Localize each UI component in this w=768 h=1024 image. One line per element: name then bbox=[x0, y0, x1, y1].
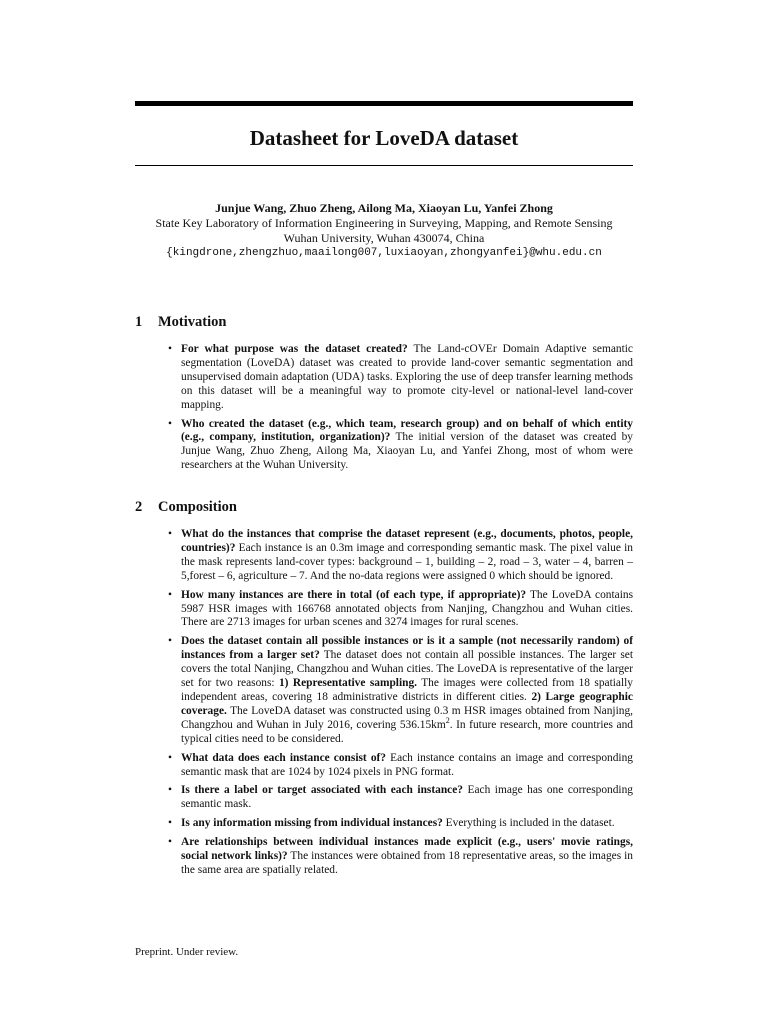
list-item bbox=[168, 817, 633, 831]
list-item bbox=[168, 589, 633, 631]
section-title: Motivation bbox=[158, 314, 227, 330]
affiliation-line-1: State Key Laboratory of Information Engineering in Surveying, Mapping, and Remote Sensing bbox=[155, 216, 613, 230]
answer-text: The LoveDA dataset was constructed using 0.3 m HSR images obtained from Nanjing, Changzhou and Wuhan in July 2016, covering 536.15km bbox=[181, 704, 633, 731]
paper-title: Datasheet for LoveDA dataset bbox=[249, 126, 519, 150]
list-item bbox=[168, 784, 633, 812]
section-heading-motivation bbox=[135, 313, 226, 331]
question-text: How many instances are there in total (of each type, if appropriate)? bbox=[181, 588, 527, 601]
list-item bbox=[168, 528, 633, 584]
answer-text: Each instance contains an image and corresponding semantic mask that are 1024 by 1024 pixels in PNG format. bbox=[181, 751, 633, 778]
section-title: Composition bbox=[158, 499, 237, 515]
motivation-list bbox=[168, 343, 633, 478]
answer-text: Each instance is an 0.3m image and corresponding semantic mask. The pixel value in the mask represents land-cover types: background – 1, building – 2, road – 3, water – 4, barren – 5,forest – 6, agriculture – 7. And the no-data regions were assigned 0 which should be ignored. bbox=[181, 541, 633, 582]
question-text: Are relationships between individual instances made explicit (e.g., users' movie ratings, social network links)? bbox=[181, 836, 633, 863]
answer-text: The dataset does not contain all possible instances. The larger set covers the total Nanjing, Changzhou and Wuhan cities. The LoveDA is representative of the larger set for two reasons: bbox=[181, 649, 633, 690]
title-rule bbox=[135, 165, 633, 166]
section-number: 2 bbox=[135, 499, 143, 515]
answer-text: Each image has one corresponding semantic mask. bbox=[181, 784, 633, 811]
answer-text: . In future research, more countries and typical cities need to be considered. bbox=[181, 718, 633, 745]
list-item bbox=[168, 418, 633, 474]
question-text: Is there a label or target associated with each instance? bbox=[181, 784, 463, 797]
section-number: 1 bbox=[135, 314, 143, 330]
list-item bbox=[168, 635, 633, 746]
list-item bbox=[168, 752, 633, 780]
list-item bbox=[168, 836, 633, 878]
page-footer: Preprint. Under review. bbox=[135, 946, 239, 958]
section-heading-composition bbox=[135, 498, 237, 516]
answer-text: The initial version of the dataset was created by Junjue Wang, Zhuo Zheng, Ailong Ma, Xiaoyan Lu, and Yanfei Zhong, most of whom were researchers at the Wuhan University. bbox=[181, 431, 633, 472]
question-text: For what purpose was the dataset created? bbox=[181, 343, 408, 355]
question-text: Does the dataset contain all possible instances or is it a sample (not necessarily random) of instances from a larger set? bbox=[181, 635, 633, 662]
author-block bbox=[135, 201, 633, 261]
question-text: What do the instances that comprise the dataset represent (e.g., documents, photos, people, countries)? bbox=[181, 528, 633, 554]
answer-text: The Land-cOVEr Domain Adaptive semantic segmentation (LoveDA) dataset was created to provide land-cover semantic segmentation and unsupervised domain adaptation (UDA) tasks. Exploring the use of deep transfer learning methods on this dataset will be a meaningful way to promote city-level or national-level land-cover mapping. bbox=[181, 343, 633, 411]
question-text: Is any information missing from individual instances? bbox=[181, 817, 443, 830]
affiliation-line-2: Wuhan University, Wuhan 430074, China bbox=[283, 231, 485, 245]
top-rule bbox=[135, 101, 633, 106]
composition-list bbox=[168, 528, 633, 883]
list-item bbox=[168, 343, 633, 413]
author-names: Junjue Wang, Zhuo Zheng, Ailong Ma, Xiaoyan Lu, Yanfei Zhong bbox=[215, 201, 553, 215]
answer-bold-text: 2) Large geographic coverage. bbox=[181, 690, 633, 717]
answer-text: The instances were obtained from 18 representative areas, so the images in the same area are spatially related. bbox=[181, 850, 633, 876]
author-emails: {kingdrone,zhengzhuo,maailong007,luxiaoyan,zhongyanfei}@whu.edu.cn bbox=[166, 247, 602, 259]
answer-bold-text: 1) Representative sampling. bbox=[278, 677, 417, 690]
answer-text: The images were collected from 18 spatially independent areas, covering 18 administrative districts in different cities. bbox=[181, 677, 633, 703]
answer-text: The LoveDA contains 5987 HSR images with 166768 annotated objects from Nanjing, Changzhou and Wuhan cities. There are 2713 images for urban scenes and 3274 images for rural scenes. bbox=[181, 588, 633, 629]
question-text: What data does each instance consist of? bbox=[181, 751, 386, 764]
answer-text: Everything is included in the dataset. bbox=[442, 817, 615, 830]
superscript: 2 bbox=[445, 715, 450, 725]
question-text: Who created the dataset (e.g., which team, research group) and on behalf of which entity (e.g., company, institution, organization)? bbox=[181, 417, 633, 444]
